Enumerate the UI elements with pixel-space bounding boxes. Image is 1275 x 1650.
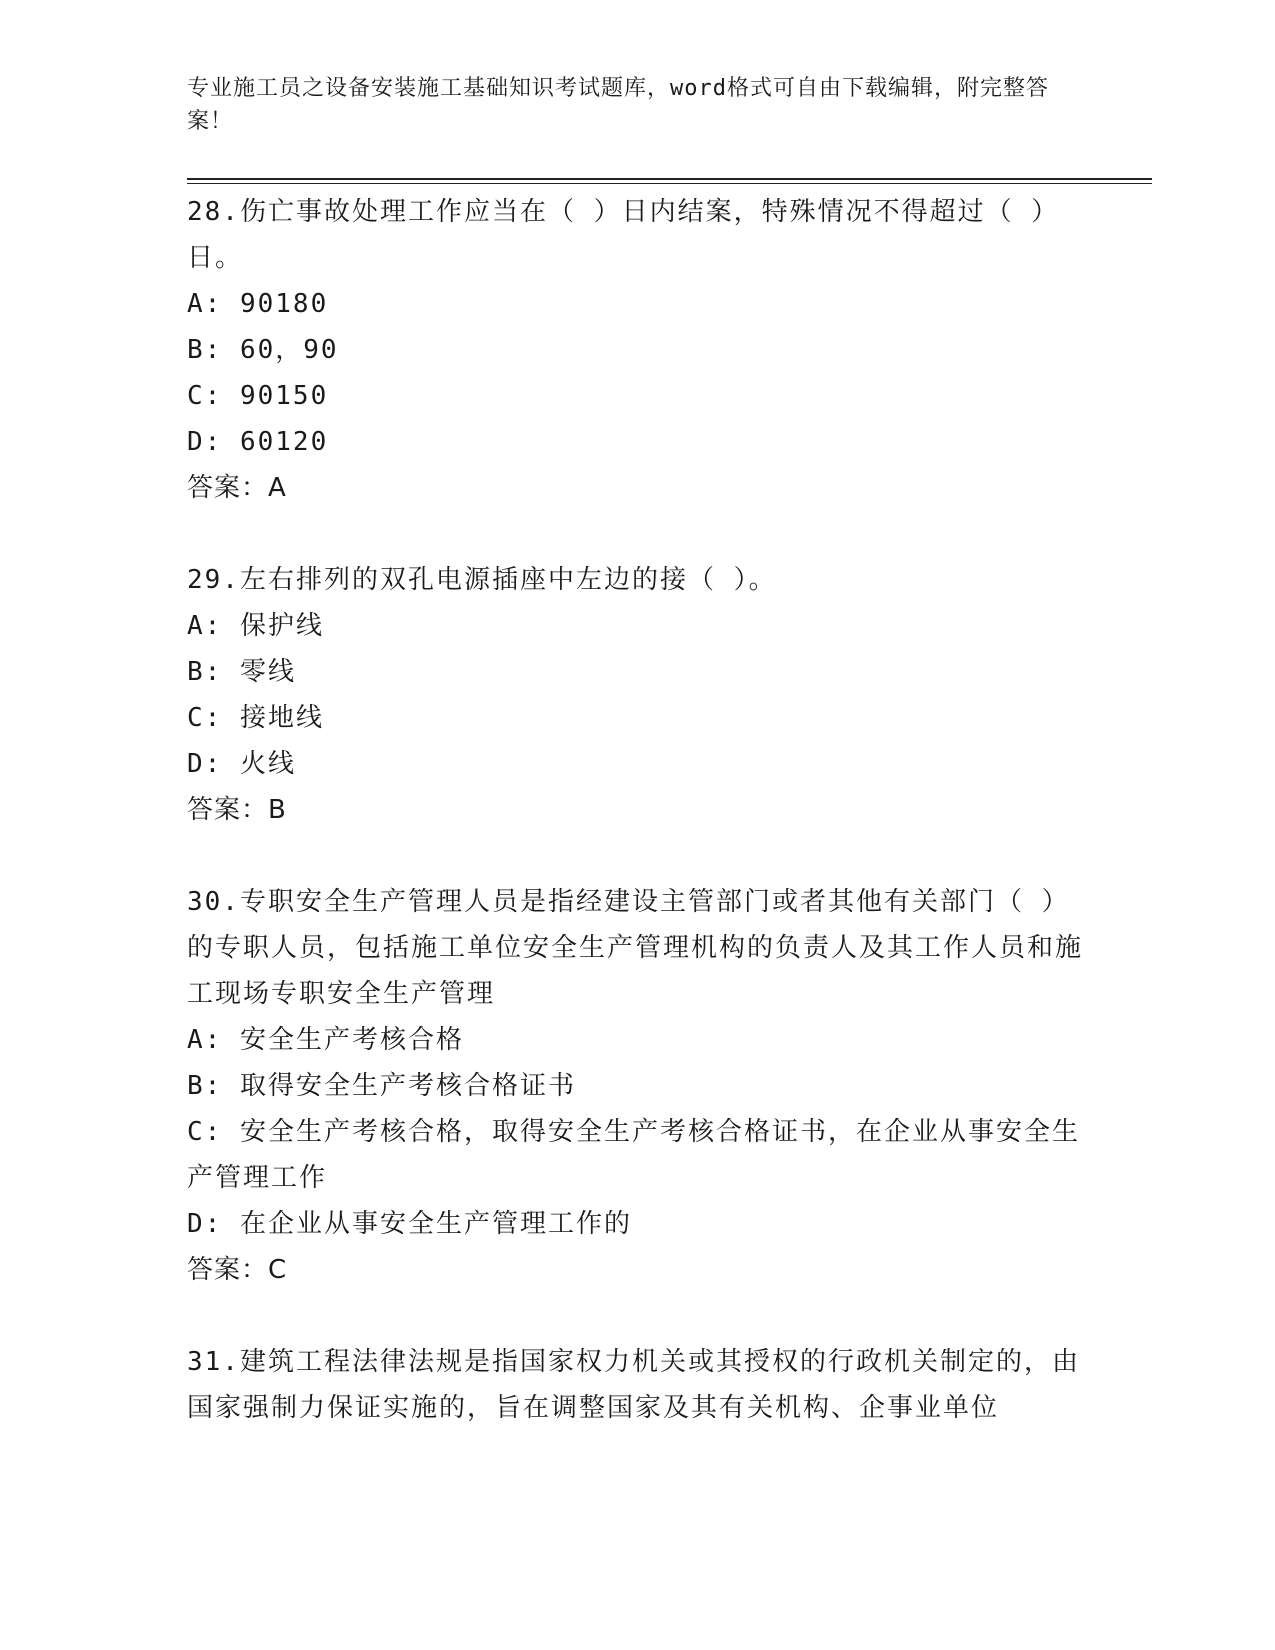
option-d: D: 在企业从事安全生产管理工作的 [187, 1209, 632, 1239]
header-rule-thick [187, 178, 1152, 180]
question-stem: 28.伤亡事故处理工作应当在（ ）日内结案，特殊情况不得超过（ ）日。 [187, 197, 1060, 273]
header-rule-thin [187, 183, 1152, 184]
option-c: C: 安全生产考核合格，取得安全生产考核合格证书，在企业从事安全生产管理工作 [187, 1117, 1080, 1193]
option-d: D: 火线 [187, 749, 296, 779]
question-31 [187, 1339, 1087, 1431]
question-stem: 29.左右排列的双孔电源插座中左边的接（ ）。 [187, 565, 777, 595]
option-c: C: 90150 [187, 381, 329, 411]
option-b: B: 取得安全生产考核合格证书 [187, 1071, 576, 1101]
option-a: A: 保护线 [187, 611, 324, 641]
answer-text: 答案：A [187, 473, 287, 503]
answer-text: 答案：C [187, 1255, 288, 1285]
answer-text: 答案：B [187, 795, 287, 825]
option-b: B: 60，90 [187, 335, 339, 365]
question-stem: 30.专职安全生产管理人员是指经建设主管部门或者其他有关部门（ ）的专职人员，包括施工单位安全生产管理机构的负责人及其工作人员和施工现场专职安全生产管理 [187, 887, 1084, 1009]
document-header: 专业施工员之设备安装施工基础知识考试题库，word格式可自由下载编辑，附完整答案！ [187, 76, 1049, 134]
option-d: D: 60120 [187, 427, 329, 457]
option-b: B: 零线 [187, 657, 296, 687]
question-stem: 31.建筑工程法律法规是指国家权力机关或其授权的行政机关制定的，由国家强制力保证实施的，旨在调整国家及其有关机构、企事业单位 [187, 1347, 1080, 1423]
question-28 [187, 189, 1087, 511]
option-c: C: 接地线 [187, 703, 324, 733]
option-a: A: 安全生产考核合格 [187, 1025, 464, 1055]
question-list [187, 189, 1087, 1431]
option-a: A: 90180 [187, 289, 329, 319]
question-30 [187, 879, 1087, 1293]
question-29 [187, 557, 1087, 833]
